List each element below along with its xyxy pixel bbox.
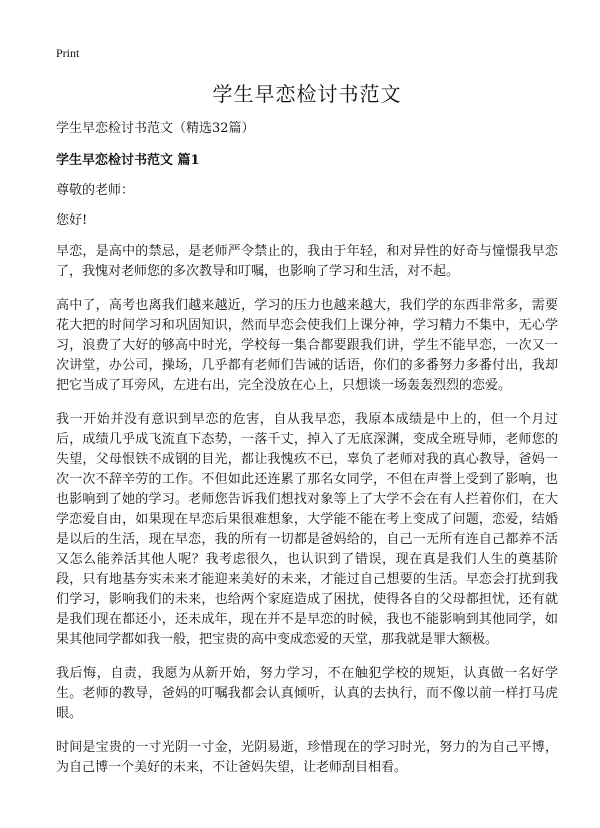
section-heading: 学生早恋检讨书范文 篇1 <box>56 153 200 168</box>
body-paragraph-1: 早恋，是高中的禁忌，是老师严令禁止的，我由于年轻，和对异性的好奇与憧憬我早恋了，我愧对老师您的多次教导和叮嘱，也影响了学习和生活，对不起。 <box>56 244 558 279</box>
print-link[interactable]: Print <box>56 46 80 60</box>
body-paragraph-2: 高中了，高考也离我们越来越近，学习的压力也越来越大，我们学的东西非常多，需要花大把的时间学习和巩固知识，然而早恋会使我们上课分神，学习精力不集中，无心学习，浪费了大好的够高中时光，学校每一集合都要跟我们讲，学生不能早恋，一次又一次讲堂，办公司，操场，几乎都有老师们告诫的话语，你们的多番努力多番付出，我却把它当成了耳旁风，左进右出，完全没放在心上，只想谈一场轰轰烈烈的恋爱。 <box>56 298 558 393</box>
greeting: 您好! <box>56 213 88 228</box>
body-paragraph-4: 我后悔，自责，我愿为从新开始，努力学习，不在触犯学校的规矩，认真做一名好学生。老师的教导，爸妈的叮嘱我都会认真倾听，认真的去执行，而不像以前一样打马虎眼。 <box>56 666 558 721</box>
body-paragraph-5: 时间是宝贵的一寸光阴一寸金，光阴易逝，珍惜现在的学习时光，努力的为自己平博，为自己博一个美好的未来，不让爸妈失望，让老师刮目相看。 <box>56 740 558 775</box>
salutation: 尊敬的老师： <box>56 183 135 198</box>
body-paragraph-3: 我一开始并没有意识到早恋的危害，自从我早恋，我原本成绩是中上的，但一个月过后，成绩几乎成飞流直下态势，一落千丈，掉入了无底深渊，变成全班导师，老师您的失望，父母恨铁不成钢的目光，都让我愧疚不已，辜负了老师对我的真心教导，爸妈一次一次不辞辛劳的工作。不但如此还连累了那名女同学，不但在声誉上受到了影响，也也影响到了她的学习。老师您告诉我们想找对象等上了大学不会在有人拦着你们，在大学恋爱自由，如果现在早恋后果很难想象，大学能不能在考上变成了问题，恋爱，结婚是以后的生活，现在早恋，我的所有一切都是爸妈给的，自己一无所有连自己都养不活又怎么能养活其他人呢？我考虑很久，也认识到了错误，现在真是我们人生的奠基阶段，只有地基夯实未来才能迎来美好的未来，才能过自己想要的生活。早恋会打扰到我们学习，影响我们的未来，也给两个家庭造成了困扰，使得各自的父母都担忧，还有就是我们现在都还小，还未成年，现在并不是早恋的时候，我也不能影响到其他同学，如果其他同学都如我一般，把宝贵的高中变成恋爱的天堂，那我就是罪大额极。 <box>56 412 558 647</box>
document-subtitle: 学生早恋检讨书范文（精选32篇） <box>56 121 255 136</box>
page-title: 学生早恋检讨书范文 <box>212 82 402 106</box>
